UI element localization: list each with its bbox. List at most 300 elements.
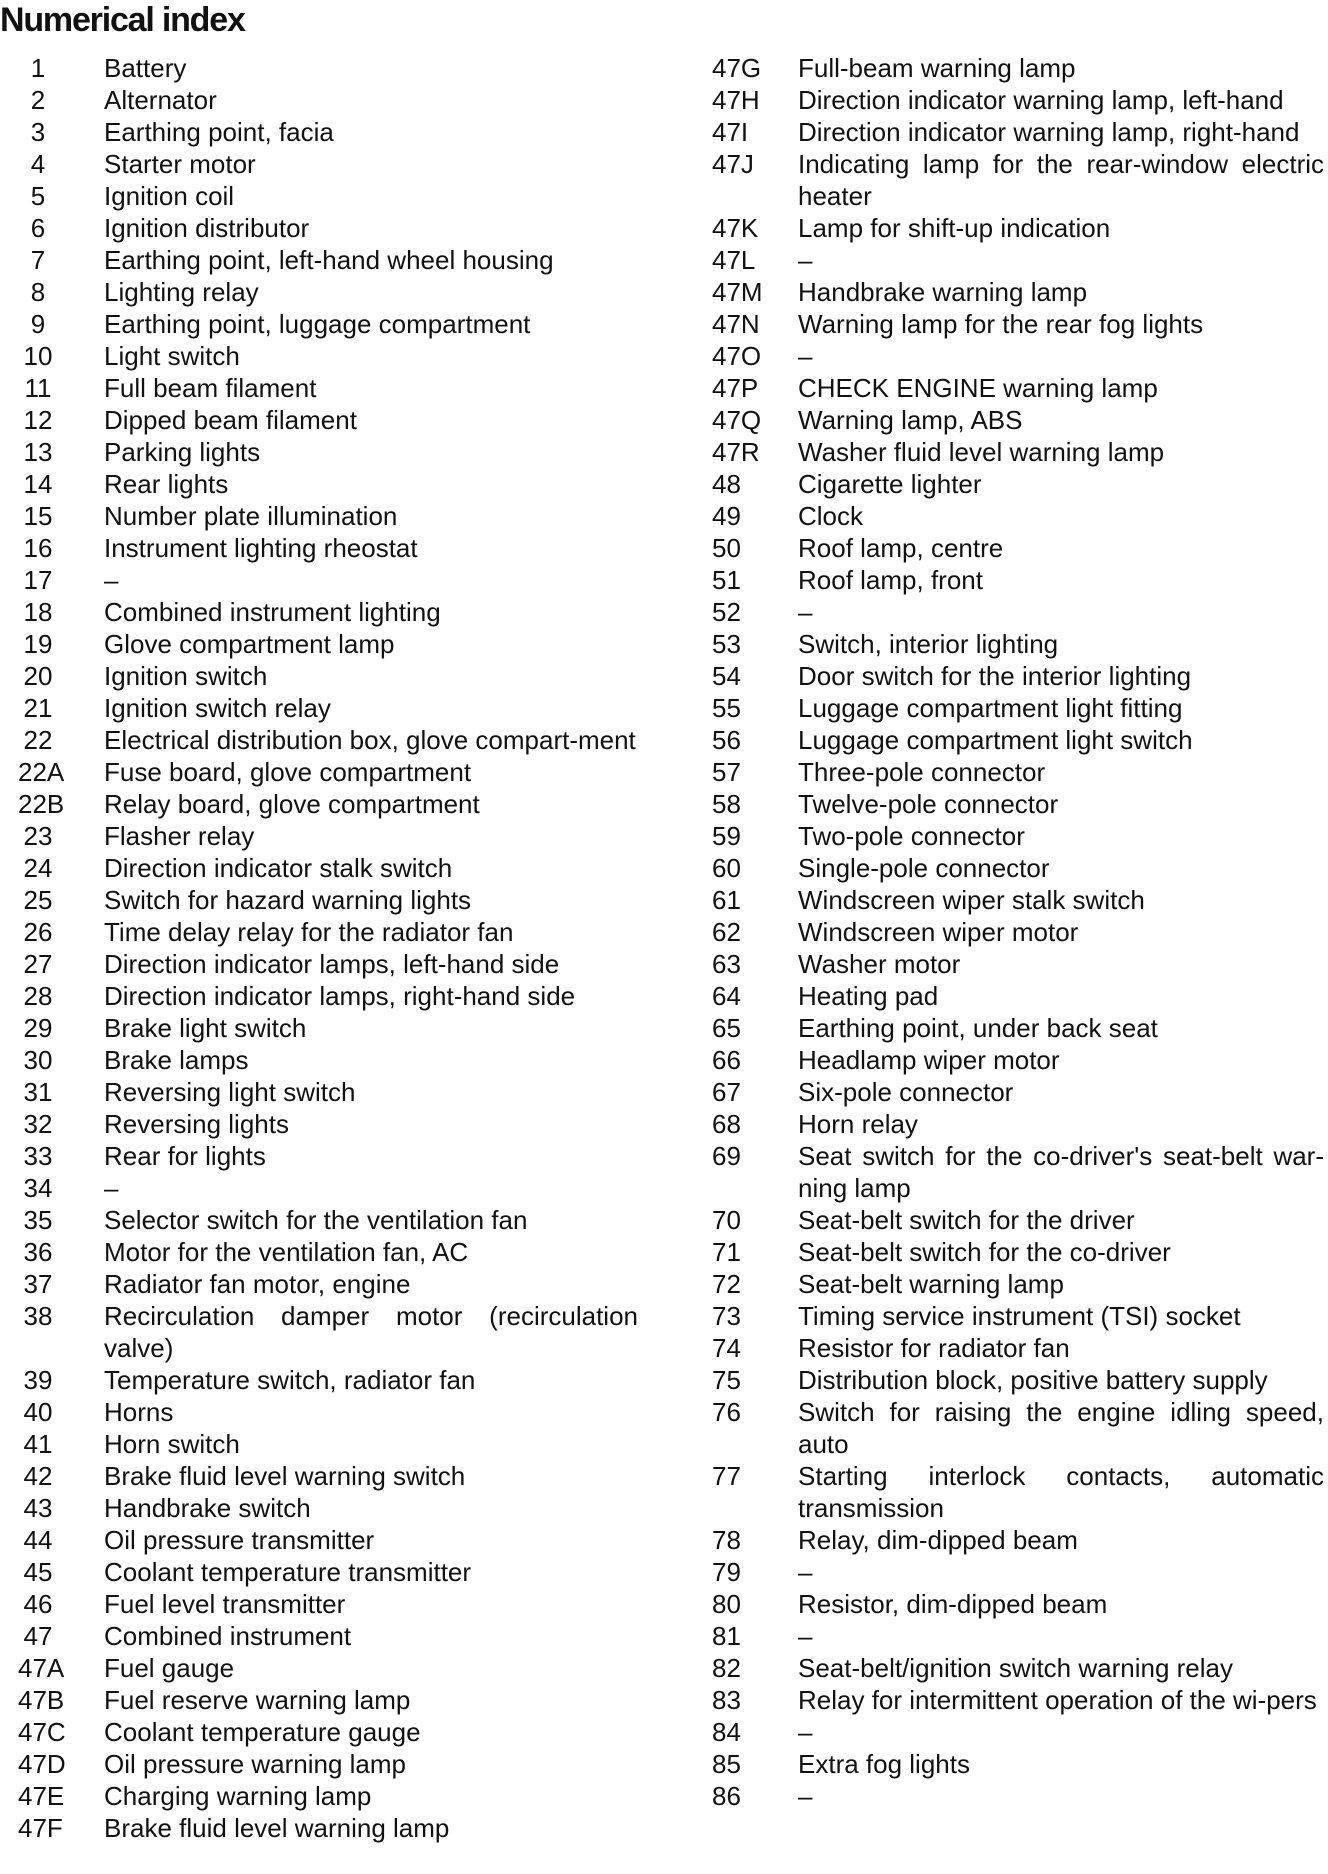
index-entry — [18, 148, 638, 180]
index-entry — [18, 1812, 638, 1844]
entry-description: Number plate illumination — [104, 501, 398, 531]
entry-description: Fuel reserve warning lamp — [104, 1685, 411, 1715]
index-entry — [712, 308, 1324, 340]
index-entry — [712, 916, 1324, 948]
entry-description: CHECK ENGINE warning lamp — [798, 373, 1158, 403]
entry-number: 53 — [712, 629, 741, 659]
entry-number: 78 — [712, 1525, 741, 1555]
index-entry — [18, 724, 638, 756]
index-entry — [18, 1396, 638, 1428]
entry-description: Luggage compartment light switch — [798, 725, 1193, 755]
entry-description: Flasher relay — [104, 821, 255, 851]
index-entry — [18, 340, 638, 372]
entry-number: 29 — [23, 1013, 53, 1043]
entry-description: Seat-belt/ignition switch warning relay — [798, 1653, 1233, 1683]
index-entry — [18, 1588, 638, 1620]
index-entry — [18, 276, 638, 308]
entry-number: 63 — [712, 949, 741, 979]
entry-description: – — [798, 1717, 813, 1747]
entry-description: Switch, interior lighting — [798, 629, 1059, 659]
entry-number: 80 — [712, 1589, 741, 1619]
entry-number: 21 — [23, 693, 53, 723]
index-entry — [18, 500, 638, 532]
entry-description: Horn relay — [798, 1109, 918, 1139]
entry-description: Two-pole connector — [798, 821, 1025, 851]
entry-number: 44 — [23, 1525, 53, 1555]
entry-number: 77 — [712, 1461, 741, 1491]
entry-number: 46 — [23, 1589, 53, 1619]
index-entry — [712, 1684, 1324, 1716]
index-entry — [18, 788, 638, 820]
entry-description: Battery — [104, 53, 187, 83]
entry-number: 49 — [712, 501, 741, 531]
entry-description: Windscreen wiper motor — [798, 917, 1079, 947]
index-entry — [18, 1364, 638, 1396]
entry-description: Seat switch for the co-driver's seat-belt war-ning lamp — [798, 1141, 1324, 1203]
entry-description: Handbrake switch — [104, 1493, 311, 1523]
entry-number: 47I — [712, 117, 749, 147]
index-entry — [18, 436, 638, 468]
entry-description: Motor for the ventilation fan, AC — [104, 1237, 469, 1267]
entry-description: Seat-belt warning lamp — [798, 1269, 1064, 1299]
entry-number: 62 — [712, 917, 741, 947]
entry-description: Roof lamp, front — [798, 565, 983, 595]
index-entry — [712, 628, 1324, 660]
index-entry — [18, 1172, 638, 1204]
index-entry — [712, 1140, 1324, 1204]
entry-number: 30 — [23, 1045, 53, 1075]
entry-description: Three-pole connector — [798, 757, 1046, 787]
index-entry — [712, 1396, 1324, 1460]
entry-description: Lamp for shift-up indication — [798, 213, 1111, 243]
index-entry — [712, 404, 1324, 436]
entry-description: Door switch for the interior lighting — [798, 661, 1192, 691]
entry-number: 41 — [23, 1429, 53, 1459]
entry-number: 16 — [23, 533, 53, 563]
entry-number: 24 — [23, 853, 53, 883]
entry-description: Resistor, dim-dipped beam — [798, 1589, 1108, 1619]
index-entry — [712, 596, 1324, 628]
entry-description: Earthing point, left-hand wheel housing — [104, 245, 554, 275]
entry-description: Direction indicator lamps, left-hand side — [104, 949, 560, 979]
entry-number: 82 — [712, 1653, 741, 1683]
entry-number: 59 — [712, 821, 741, 851]
entry-description: Earthing point, under back seat — [798, 1013, 1158, 1043]
entry-number: 47O — [712, 341, 762, 371]
entry-number: 37 — [23, 1269, 53, 1299]
entry-description: Switch for hazard warning lights — [104, 885, 472, 915]
index-entry — [18, 1012, 638, 1044]
entry-number: 47G — [712, 53, 762, 83]
index-entry — [712, 1652, 1324, 1684]
entry-number: 47A — [18, 1653, 65, 1683]
entry-description: Twelve-pole connector — [798, 789, 1059, 819]
entry-description: Combined instrument — [104, 1621, 352, 1651]
entry-number: 38 — [23, 1301, 53, 1331]
index-entry — [712, 1556, 1324, 1588]
index-entry — [712, 84, 1324, 116]
entry-number: 18 — [23, 597, 53, 627]
index-entry — [18, 1780, 638, 1812]
entry-description: Handbrake warning lamp — [798, 277, 1088, 307]
index-entry — [712, 212, 1324, 244]
index-entry — [18, 756, 638, 788]
index-entry — [18, 84, 638, 116]
entry-description: Reversing light switch — [104, 1077, 356, 1107]
entry-number: 79 — [712, 1557, 741, 1587]
index-entry — [712, 52, 1324, 84]
entry-number: 73 — [712, 1301, 741, 1331]
entry-number: 75 — [712, 1365, 741, 1395]
entry-description: Parking lights — [104, 437, 261, 467]
entry-number: 22 — [23, 725, 53, 755]
entry-number: 25 — [23, 885, 53, 915]
index-entry — [18, 1300, 638, 1364]
entry-number: 9 — [30, 309, 46, 339]
entry-number: 64 — [712, 981, 741, 1011]
entry-description: – — [104, 1173, 119, 1203]
entry-number: 32 — [23, 1109, 53, 1139]
entry-number: 69 — [712, 1141, 741, 1171]
entry-description: Direction indicator warning lamp, left-hand — [798, 85, 1284, 115]
index-entry — [18, 884, 638, 916]
entry-description: Distribution block, positive battery supply — [798, 1365, 1268, 1395]
entry-description: Luggage compartment light fitting — [798, 693, 1183, 723]
index-entry — [712, 1012, 1324, 1044]
entry-description: Ignition coil — [104, 181, 235, 211]
entry-description: Glove compartment lamp — [104, 629, 395, 659]
entry-number: 26 — [23, 917, 53, 947]
entry-description: Brake light switch — [104, 1013, 307, 1043]
entry-description: Timing service instrument (TSI) socket — [798, 1301, 1241, 1331]
entry-number: 22A — [18, 757, 65, 787]
entry-description: – — [798, 597, 813, 627]
entry-number: 47J — [712, 149, 754, 179]
index-entry — [712, 1236, 1324, 1268]
entry-number: 13 — [23, 437, 53, 467]
entry-description: Direction indicator lamps, right-hand side — [104, 981, 576, 1011]
index-entry — [18, 1460, 638, 1492]
entry-number: 76 — [712, 1397, 741, 1427]
entry-description: Windscreen wiper stalk switch — [798, 885, 1145, 915]
index-entry — [712, 980, 1324, 1012]
index-entry — [712, 852, 1324, 884]
entry-description: Ignition switch relay — [104, 693, 331, 723]
index-entry — [18, 692, 638, 724]
index-entry — [712, 1108, 1324, 1140]
entry-description: Ignition switch — [104, 661, 268, 691]
entry-number: 56 — [712, 725, 741, 755]
index-entry — [18, 1556, 638, 1588]
index-entry — [712, 116, 1324, 148]
entry-number: 47D — [18, 1749, 66, 1779]
index-entry — [18, 116, 638, 148]
entry-description: Earthing point, luggage compartment — [104, 309, 531, 339]
entry-number: 81 — [712, 1621, 741, 1651]
entry-description: Clock — [798, 501, 864, 531]
entry-description: Warning lamp for the rear fog lights — [798, 309, 1204, 339]
entry-number: 42 — [23, 1461, 53, 1491]
index-entry — [712, 500, 1324, 532]
entry-number: 51 — [712, 565, 741, 595]
index-entry — [712, 1620, 1324, 1652]
entry-description: Indicating lamp for the rear-window electric heater — [798, 149, 1324, 211]
index-entry — [18, 1108, 638, 1140]
index-entry — [712, 148, 1324, 212]
entry-description: Relay board, glove compartment — [104, 789, 480, 819]
entry-number: 67 — [712, 1077, 741, 1107]
entry-description: Lighting relay — [104, 277, 259, 307]
index-entry — [712, 1300, 1324, 1332]
entry-number: 83 — [712, 1685, 741, 1715]
index-entry — [18, 1492, 638, 1524]
index-entry — [18, 1044, 638, 1076]
entry-number: 5 — [30, 181, 46, 211]
index-entry — [712, 1780, 1324, 1812]
entry-description: Temperature switch, radiator fan — [104, 1365, 476, 1395]
entry-number: 20 — [23, 661, 53, 691]
entry-description: Selector switch for the ventilation fan — [104, 1205, 528, 1235]
entry-number: 47R — [712, 437, 760, 467]
entry-description: Full-beam warning lamp — [798, 53, 1076, 83]
entry-description: Cigarette lighter — [798, 469, 982, 499]
entry-number: 70 — [712, 1205, 741, 1235]
entry-number: 65 — [712, 1013, 741, 1043]
index-entry — [18, 820, 638, 852]
entry-description: Radiator fan motor, engine — [104, 1269, 411, 1299]
entry-description: Rear for lights — [104, 1141, 266, 1171]
index-entry — [18, 1524, 638, 1556]
entry-number: 68 — [712, 1109, 741, 1139]
index-entry — [18, 596, 638, 628]
index-entry — [712, 660, 1324, 692]
index-entry — [18, 1716, 638, 1748]
entry-number: 47M — [712, 277, 763, 307]
entry-number: 7 — [30, 245, 46, 275]
index-entry — [712, 468, 1324, 500]
entry-description: Washer motor — [798, 949, 961, 979]
entry-description: Relay for intermittent operation of the wi-pers — [798, 1685, 1317, 1715]
index-entry — [18, 532, 638, 564]
index-entry — [712, 692, 1324, 724]
entry-number: 14 — [23, 469, 53, 499]
index-entry — [712, 1460, 1324, 1524]
page-title: Numerical index — [0, 1, 245, 39]
entry-description: Combined instrument lighting — [104, 597, 441, 627]
entry-description: Starting interlock contacts, automatic transmission — [798, 1461, 1324, 1523]
entry-description: Relay, dim-dipped beam — [798, 1525, 1078, 1555]
index-entry — [712, 340, 1324, 372]
entry-number: 50 — [712, 533, 741, 563]
entry-description: Light switch — [104, 341, 240, 371]
index-entry — [18, 916, 638, 948]
entry-description: Oil pressure transmitter — [104, 1525, 375, 1555]
index-entry — [712, 244, 1324, 276]
index-entry — [18, 180, 638, 212]
index-entry — [712, 724, 1324, 756]
index-entry — [18, 948, 638, 980]
entry-description: Seat-belt switch for the co-driver — [798, 1237, 1171, 1267]
entry-number: 23 — [23, 821, 53, 851]
index-entry — [18, 1268, 638, 1300]
index-entry — [712, 884, 1324, 916]
index-entry — [18, 468, 638, 500]
entry-description: – — [798, 1781, 813, 1811]
index-entry — [18, 212, 638, 244]
index-entry — [18, 308, 638, 340]
entry-number: 19 — [23, 629, 53, 659]
entry-description: Recirculation damper motor (recirculation valve) — [104, 1301, 638, 1363]
entry-description: – — [798, 245, 813, 275]
index-entry — [712, 1332, 1324, 1364]
entry-description: Earthing point, facia — [104, 117, 334, 147]
index-entry — [712, 1588, 1324, 1620]
entry-description: Seat-belt switch for the driver — [798, 1205, 1135, 1235]
entry-description: Fuel level transmitter — [104, 1589, 346, 1619]
entry-description: Full beam filament — [104, 373, 317, 403]
entry-description: Dipped beam filament — [104, 405, 357, 435]
entry-description: Headlamp wiper motor — [798, 1045, 1060, 1075]
index-entry — [712, 756, 1324, 788]
entry-description: Brake lamps — [104, 1045, 249, 1075]
index-entry — [18, 1684, 638, 1716]
entry-description: Six-pole connector — [798, 1077, 1014, 1107]
index-entry — [18, 1236, 638, 1268]
entry-number: 47P — [712, 373, 759, 403]
entry-number: 47Q — [712, 405, 762, 435]
entry-number: 47N — [712, 309, 760, 339]
entry-description: Alternator — [104, 85, 217, 115]
entry-description: Warning lamp, ABS — [798, 405, 1023, 435]
entry-description: Washer fluid level warning lamp — [798, 437, 1165, 467]
index-entry — [18, 404, 638, 436]
index-entry — [712, 1524, 1324, 1556]
index-entry — [712, 372, 1324, 404]
entry-description: Fuel gauge — [104, 1653, 235, 1683]
entry-description: Electrical distribution box, glove compart-ment — [104, 725, 636, 755]
entry-number: 28 — [23, 981, 53, 1011]
entry-description: Switch for raising the engine idling speed, auto — [798, 1397, 1324, 1459]
entry-number: 47L — [712, 245, 756, 275]
index-entry — [712, 1044, 1324, 1076]
index-entry — [18, 52, 638, 84]
index-entry — [712, 564, 1324, 596]
index-entry — [712, 1204, 1324, 1236]
entry-description: – — [104, 565, 119, 595]
entry-description: Single-pole connector — [798, 853, 1050, 883]
entry-description: Direction indicator warning lamp, right-hand — [798, 117, 1300, 147]
entry-number: 6 — [30, 213, 46, 243]
entry-number: 47B — [18, 1685, 65, 1715]
index-entry — [712, 1364, 1324, 1396]
entry-description: Extra fog lights — [798, 1749, 970, 1779]
index-entry — [18, 1620, 638, 1652]
entry-number: 84 — [712, 1717, 741, 1747]
entry-number: 1 — [30, 53, 46, 83]
entry-number: 61 — [712, 885, 741, 915]
index-entry — [18, 628, 638, 660]
entry-description: Roof lamp, centre — [798, 533, 1004, 563]
index-entry — [18, 1076, 638, 1108]
entry-number: 31 — [23, 1077, 53, 1107]
index-entry — [712, 1748, 1324, 1780]
entry-description: Coolant temperature gauge — [104, 1717, 421, 1747]
entry-description: Brake fluid level warning switch — [104, 1461, 466, 1491]
entry-description: Oil pressure warning lamp — [104, 1749, 407, 1779]
entry-number: 54 — [712, 661, 741, 691]
entry-number: 34 — [23, 1173, 53, 1203]
entry-number: 43 — [23, 1493, 53, 1523]
index-entry — [712, 788, 1324, 820]
entry-number: 47K — [712, 213, 759, 243]
entry-number: 3 — [30, 117, 46, 147]
entry-number: 47C — [18, 1717, 66, 1747]
entry-number: 45 — [23, 1557, 53, 1587]
entry-description: Time delay relay for the radiator fan — [104, 917, 514, 947]
entry-number: 47E — [18, 1781, 65, 1811]
entry-number: 57 — [712, 757, 741, 787]
entry-description: Resistor for radiator fan — [798, 1333, 1070, 1363]
index-entry — [712, 276, 1324, 308]
index-entry — [18, 852, 638, 884]
entry-number: 66 — [712, 1045, 741, 1075]
index-entry — [18, 1204, 638, 1236]
entry-number: 60 — [712, 853, 741, 883]
entry-description: Horn switch — [104, 1429, 240, 1459]
entry-description: Coolant temperature transmitter — [104, 1557, 472, 1587]
index-entry — [18, 1652, 638, 1684]
entry-number: 71 — [712, 1237, 741, 1267]
entry-number: 58 — [712, 789, 741, 819]
index-entry — [18, 1748, 638, 1780]
entry-number: 72 — [712, 1269, 741, 1299]
entry-description: Direction indicator stalk switch — [104, 853, 453, 883]
index-entry — [18, 564, 638, 596]
entry-number: 12 — [23, 405, 53, 435]
entry-number: 85 — [712, 1749, 741, 1779]
index-entry — [18, 1428, 638, 1460]
index-entry — [712, 532, 1324, 564]
index-entry — [712, 820, 1324, 852]
index-entry — [18, 372, 638, 404]
index-entry — [18, 244, 638, 276]
entry-number: 4 — [30, 149, 46, 179]
entry-description: – — [798, 341, 813, 371]
entry-number: 15 — [23, 501, 53, 531]
index-column-left — [18, 52, 638, 1844]
entry-number: 55 — [712, 693, 741, 723]
entry-number: 17 — [23, 565, 53, 595]
entry-number: 47 — [23, 1621, 53, 1651]
entry-number: 52 — [712, 597, 741, 627]
index-entry — [18, 1140, 638, 1172]
index-entry — [712, 948, 1324, 980]
entry-description: – — [798, 1621, 813, 1651]
index-entry — [712, 1716, 1324, 1748]
entry-number: 8 — [30, 277, 46, 307]
index-entry — [18, 980, 638, 1012]
entry-description: Reversing lights — [104, 1109, 289, 1139]
entry-number: 2 — [30, 85, 46, 115]
entry-number: 22B — [18, 789, 65, 819]
entry-number: 86 — [712, 1781, 741, 1811]
entry-number: 74 — [712, 1333, 741, 1363]
entry-description: Rear lights — [104, 469, 229, 499]
entry-number: 33 — [23, 1141, 53, 1171]
entry-number: 10 — [23, 341, 53, 371]
entry-number: 47F — [18, 1813, 63, 1843]
entry-description: Starter motor — [104, 149, 256, 179]
